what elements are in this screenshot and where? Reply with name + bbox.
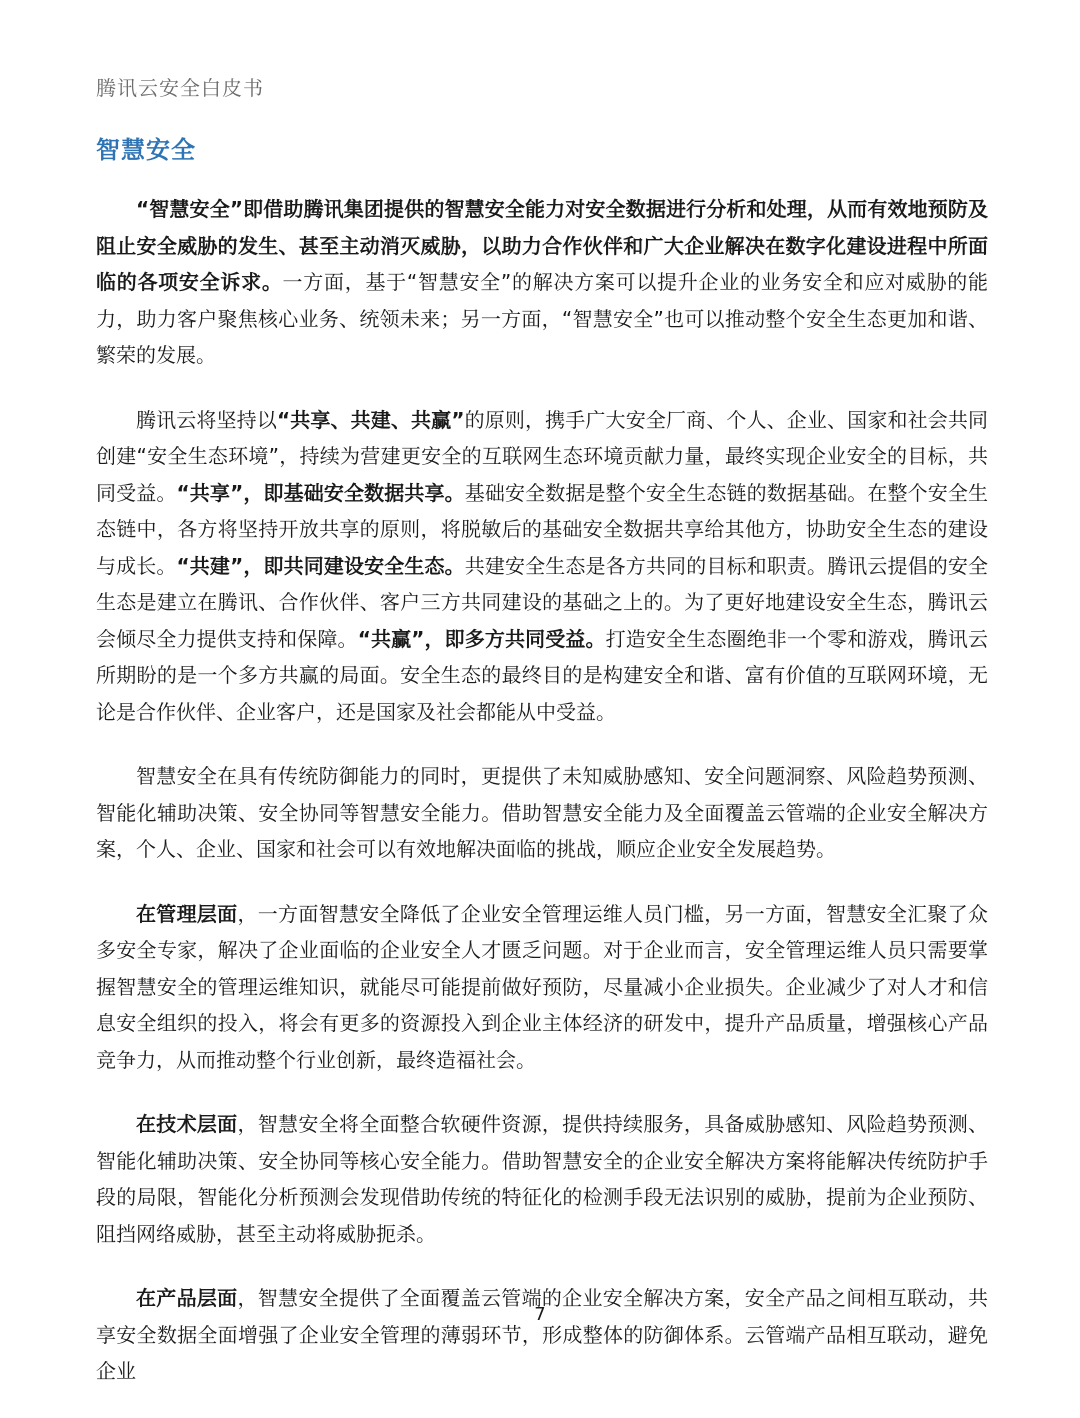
body-text: 打造安全生态圈绝非一个零和游戏，腾讯云所期盼的是一个多方共赢的局面。安全生态的最终目的是构建安全和谐、富有价值的互联网环境，无论是合作伙伴、企业客户，还是国家及社会都能从中受益。: [96, 626, 989, 724]
bold-text: “共建”，即共同建设安全生态。: [176, 553, 465, 578]
bold-text: 在管理层面: [136, 901, 238, 926]
body-text: 一方面，基于“智慧安全”的解决方案可以提升企业的业务安全和应对威胁的能力，助力客户聚焦核心业务、统领未来；另一方面，“智慧安全”也可以推动整个安全生态更加和谐、繁荣的发展。: [96, 270, 988, 367]
paragraph-intro: [96, 191, 988, 374]
bold-text: “智慧安全”即借助腾讯集团提供的智慧安全能力对安全数据进行分析和处理，从而有效地预防及阻止安全威胁的发生、甚至主动消灭威胁，以助力合作伙伴和广大企业解决在数字化建设进程中所面临的各项安全诉求。: [96, 197, 988, 294]
body-text: ，智慧安全将全面整合软硬件资源，提供持续服务，具备威胁感知、风险趋势预测、智能化辅助决策、安全协同等核心安全能力。借助智慧安全的企业安全解决方案将能解决传统防护手段的局限，智能化分析预测会发现借助传统的特征化的检测手段无法识别的威胁，提前为企业预防、阻挡网络威胁，甚至主动将威胁扼杀。: [96, 1112, 989, 1246]
section-title: 智慧安全: [96, 136, 196, 164]
paragraph-ecosystem: [96, 402, 988, 731]
body-text: 的原则，携手广大安全厂商、个人、企业、国家和社会共同创建“安全生态环境”，持续为营建更安全的互联网生态环境贡献力量，最终实现企业安全的目标，共同受益。: [96, 407, 988, 505]
body-text: ，智慧安全提供了全面覆盖云管端的企业安全解决方案，安全产品之间相互联动，共享安全数据全面增强了企业安全管理的薄弱环节，形成整体的防御体系。云管端产品相互联动，避免企业: [96, 1286, 989, 1383]
bold-text: “共赢”，即多方共同受益。: [357, 626, 606, 651]
bold-text: 在技术层面: [136, 1112, 238, 1136]
paragraph-capabilities: [96, 758, 988, 868]
paragraph-technology: [96, 1106, 988, 1252]
body-text: 共建安全生态是各方共同的目标和职责。腾讯云提倡的安全生态是建立在腾讯、合作伙伴、客户三方共同建设的基础之上的。为了更好地建设安全生态，腾讯云会倾尽全力提供支持和保障。: [96, 553, 989, 651]
body-text: 基础安全数据是整个安全生态链的数据基础。在整个安全生态链中，各方将坚持开放共享的原则，将脱敏后的基础安全数据共享给其他方，协助安全生态的建设与成长。: [96, 480, 989, 578]
document-header: 腾讯云安全白皮书: [96, 76, 264, 100]
bold-text: “共享”，即基础安全数据共享。: [176, 480, 465, 505]
page-number: 7: [534, 1304, 546, 1325]
paragraph-management: [96, 896, 988, 1079]
bold-text: 在产品层面: [136, 1286, 238, 1310]
document-body: [96, 191, 988, 1418]
bold-text: “共享、共建、共赢”: [276, 407, 465, 432]
body-text: ，一方面智慧安全降低了企业安全管理运维人员门槛，另一方面，智慧安全汇聚了众多安全专家，解决了企业面临的企业安全人才匮乏问题。对于企业而言，安全管理运维人员只需要掌握智慧安全的管理运维知识，就能尽可能提前做好预防，尽量减小企业损失。企业减少了对人才和信息安全组织的投入，将会有更多的资源投入到企业主体经济的研发中，提升产品质量，增强核心产品竞争力，从而推动整个行业创新，最终造福社会。: [96, 901, 989, 1072]
body-text: 智慧安全在具有传统防御能力的同时，更提供了未知威胁感知、安全问题洞察、风险趋势预测、智能化辅助决策、安全协同等智慧安全能力。借助智慧安全能力及全面覆盖云管端的企业安全解决方案，个人、企业、国家和社会可以有效地解决面临的挑战，顺应企业安全发展趋势。: [96, 764, 988, 861]
body-text: 腾讯云将坚持以: [136, 407, 277, 432]
paragraph-product: [96, 1280, 988, 1390]
